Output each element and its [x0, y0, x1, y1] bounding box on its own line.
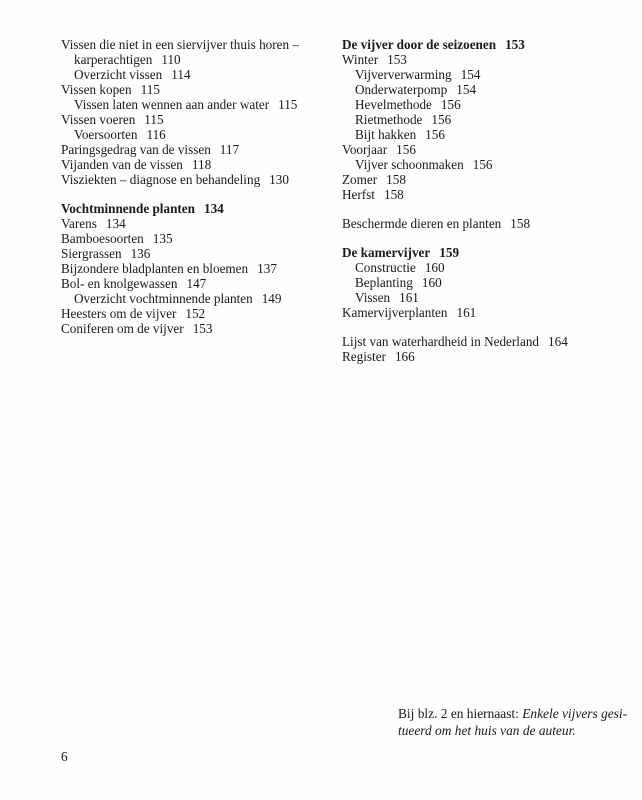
- toc-left-column: [61, 37, 326, 336]
- toc-entry: [61, 142, 326, 157]
- toc-entry-page-number: 153: [192, 321, 213, 336]
- toc-entry-page-number: 136: [130, 246, 151, 261]
- toc-entry-page-number: 116: [146, 127, 166, 142]
- toc-entry-title: Constructie: [355, 260, 416, 275]
- toc-entry-page-number: 154: [460, 67, 481, 82]
- toc-entry: [61, 231, 326, 246]
- toc-entry-title: Vissen laten wennen aan ander water: [74, 97, 270, 112]
- toc-entry: [61, 246, 326, 261]
- toc-entry-title: Vijanden van de vissen: [61, 157, 183, 172]
- toc-entry-page-number: 158: [386, 172, 406, 187]
- toc-entry-title: Visziekten – diagnose en behandeling: [61, 172, 261, 187]
- toc-entry-title: Overzicht vissen: [74, 67, 163, 82]
- toc-entry-title: Onderwaterpomp: [355, 82, 448, 97]
- toc-entry-title: Bamboesoorten: [61, 231, 144, 246]
- toc-entry-title: Coniferen om de vijver: [61, 321, 184, 336]
- toc-entry-page-number: 149: [261, 291, 282, 306]
- toc-entry-page-number: 159: [439, 245, 460, 260]
- toc-entry: [342, 275, 632, 290]
- toc-entry-page-number: 166: [394, 349, 415, 364]
- toc-entry-page-number: 158: [383, 187, 404, 202]
- toc-entry-page-number: 153: [387, 52, 407, 67]
- toc-entry: [61, 157, 326, 172]
- toc-entry: [342, 52, 632, 67]
- toc-entry: [61, 291, 326, 306]
- toc-entry-title: Heesters om de vijver: [61, 306, 177, 321]
- toc-entry-title: Register: [342, 349, 386, 364]
- toc-entry: [61, 37, 326, 52]
- toc-entry-title: Beschermde dieren en planten: [342, 216, 502, 231]
- toc-entry-title: Voorjaar: [342, 142, 388, 157]
- toc-entry-page-number: 110: [161, 52, 181, 67]
- caption-italic: Enkele vijvers gesi-tueerd om het huis van de auteur.: [398, 706, 628, 738]
- toc-entry-page-number: 156: [425, 127, 445, 142]
- toc-entry: [61, 112, 326, 127]
- toc-entry-title: Hevelmethode: [355, 97, 432, 112]
- toc-entry-page-number: 160: [421, 275, 442, 290]
- toc-entry-page-number: 118: [191, 157, 212, 172]
- toc-entry-title: Bol- en knolgewassen: [61, 276, 178, 291]
- toc-entry: [61, 97, 326, 112]
- toc-entry-title: De kamervijver: [342, 245, 431, 260]
- toc-entry: [61, 172, 326, 187]
- toc-entry: [342, 142, 632, 157]
- toc-entry: [342, 82, 632, 97]
- toc-entry-title: Voersoorten: [74, 127, 138, 142]
- toc-entry: [342, 97, 632, 112]
- toc-entry: [61, 276, 326, 291]
- toc-entry-page-number: 156: [396, 142, 416, 157]
- toc-entry-title: Kamervijverplanten: [342, 305, 448, 320]
- toc-entry-page-number: 161: [399, 290, 419, 305]
- toc-entry: [342, 172, 632, 187]
- toc-entry-page-number: 130: [269, 172, 289, 187]
- toc-entry-title: Vissen: [355, 290, 391, 305]
- toc-entry-page-number: 115: [144, 112, 164, 127]
- toc-entry-title: Vissen die niet in een siervijver thuis horen –: [61, 37, 299, 52]
- toc-entry-page-number: 117: [219, 142, 240, 157]
- toc-entry-page-number: 152: [185, 306, 206, 321]
- toc-entry-page-number: 154: [456, 82, 477, 97]
- toc-entry-page-number: 115: [278, 97, 298, 112]
- toc-entry-page-number: 160: [424, 260, 445, 275]
- toc-entry: [61, 261, 326, 276]
- toc-entry: [342, 216, 632, 231]
- section-gap: [342, 202, 632, 216]
- toc-entry: [342, 334, 632, 349]
- toc-entry: [342, 112, 632, 127]
- toc-entry-page-number: 147: [186, 276, 207, 291]
- section-gap: [61, 187, 326, 201]
- toc-section-heading: [342, 37, 632, 52]
- toc-entry: [61, 306, 326, 321]
- toc-entry: [61, 216, 326, 231]
- toc-entry-title: Overzicht vochtminnende planten: [74, 291, 253, 306]
- toc-entry-title: karperachtigen: [74, 52, 153, 67]
- toc-entry: [342, 157, 632, 172]
- toc-entry-page-number: 156: [440, 97, 461, 112]
- toc-section-heading: [342, 245, 632, 260]
- toc-entry: [342, 127, 632, 142]
- section-gap: [342, 320, 632, 334]
- toc-entry: [342, 260, 632, 275]
- toc-entry-title: Bijzondere bladplanten en bloemen: [61, 261, 249, 276]
- toc-entry-page-number: 164: [548, 334, 568, 349]
- toc-entry-page-number: 161: [456, 305, 477, 320]
- section-gap: [342, 231, 632, 245]
- toc-entry-title: Vijver schoonmaken: [355, 157, 464, 172]
- toc-entry-title: Vissen kopen: [61, 82, 132, 97]
- toc-entry-page-number: 158: [510, 216, 531, 231]
- toc-entry-title: Paringsgedrag van de vissen: [61, 142, 211, 157]
- page-number: 6: [61, 749, 68, 764]
- toc-entry-page-number: 134: [203, 201, 224, 216]
- toc-entry-page-number: 115: [140, 82, 160, 97]
- toc-entry: [61, 52, 326, 67]
- toc-entry-title: Beplanting: [355, 275, 413, 290]
- toc-entry: [342, 67, 632, 82]
- toc-entry-title: De vijver door de seizoenen: [342, 37, 497, 52]
- toc-entry-page-number: 156: [472, 157, 493, 172]
- photo-caption: [398, 705, 633, 739]
- toc-section-heading: [61, 201, 326, 216]
- toc-entry-page-number: 134: [105, 216, 126, 231]
- toc-entry-title: Siergrassen: [61, 246, 122, 261]
- toc-entry-title: Vochtminnende planten: [61, 201, 195, 216]
- toc-entry-title: Rietmethode: [355, 112, 423, 127]
- toc-entry: [342, 349, 632, 364]
- toc-entry-page-number: 114: [171, 67, 191, 82]
- toc-entry: [342, 290, 632, 305]
- toc-entry-page-number: 137: [257, 261, 277, 276]
- caption-lead: Bij blz. 2 en hiernaast:: [398, 706, 523, 721]
- toc-entry: [61, 67, 326, 82]
- toc-entry: [61, 82, 326, 97]
- toc-right-column: [342, 37, 632, 364]
- toc-entry: [342, 187, 632, 202]
- toc-entry-title: Lijst van waterhardheid in Nederland: [342, 334, 540, 349]
- toc-entry-page-number: 135: [152, 231, 173, 246]
- toc-entry-page-number: 156: [431, 112, 452, 127]
- toc-entry: [342, 305, 632, 320]
- toc-entry-title: Zomer: [342, 172, 378, 187]
- toc-entry-page-number: 153: [505, 37, 525, 52]
- toc-entry-title: Winter: [342, 52, 379, 67]
- toc-entry-title: Varens: [61, 216, 97, 231]
- toc-entry-title: Vissen voeren: [61, 112, 136, 127]
- toc-entry-title: Vijververwarming: [355, 67, 452, 82]
- toc-entry: [61, 321, 326, 336]
- toc-entry: [61, 127, 326, 142]
- toc-entry-title: Herfst: [342, 187, 375, 202]
- toc-entry-title: Bijt hakken: [355, 127, 417, 142]
